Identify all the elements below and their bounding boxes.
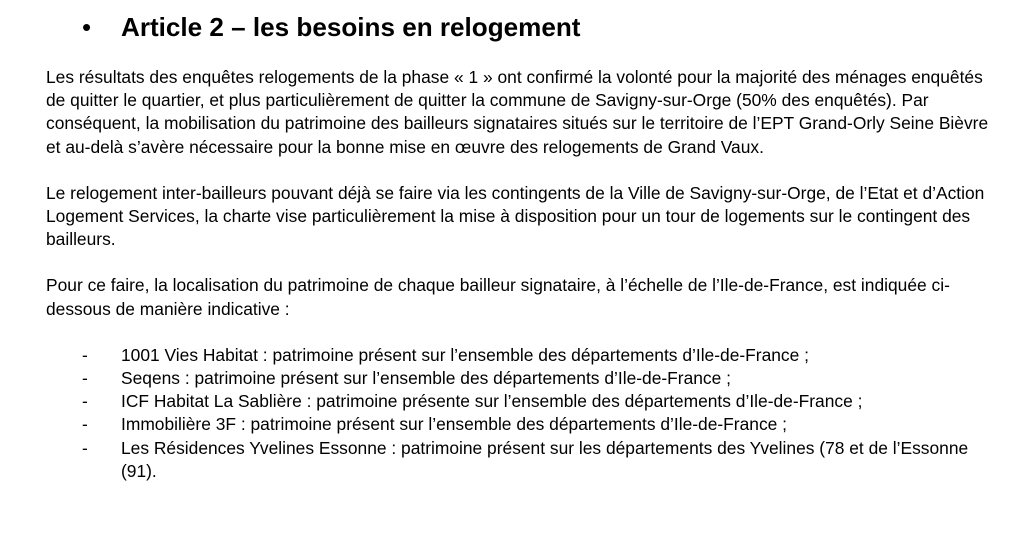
dash-marker: - [82, 437, 88, 458]
dash-marker: - [82, 391, 88, 412]
list-item [46, 390, 996, 413]
paragraph-landlord-location-intro: Pour ce faire, la localisation du patrimoine de chaque bailleur signataire, à l’échelle de l’Ile-de-France, est indiquée ci-dessous de manière indicative : [46, 275, 950, 319]
article-heading [46, 12, 996, 42]
dash-marker: - [82, 414, 88, 435]
landlord-list [46, 344, 996, 483]
list-item [46, 437, 996, 483]
list-item-text: Immobilière 3F : patrimoine présent sur l’ensemble des départements d’Ile-de-France ; [121, 414, 787, 435]
paragraph-inter-landlord-rehousing: Le relogement inter-bailleurs pouvant déjà se faire via les contingents de la Ville de Savigny-sur-Orge, de l’Etat et d’Action Logement Services, la charte vise particulièrement la mise à disposition pour un tour de logements sur le contingent des bailleurs. [46, 182, 985, 250]
list-item [46, 413, 996, 436]
list-item-text: 1001 Vies Habitat : patrimoine présent sur l’ensemble des départements d’Ile-de-France ; [121, 344, 809, 365]
list-item [46, 344, 996, 367]
document-page [46, 12, 996, 483]
list-item-text: ICF Habitat La Sablière : patrimoine présente sur l’ensemble des départements d’Ile-de-France ; [121, 391, 863, 412]
paragraph-survey-results: Les résultats des enquêtes relogements de la phase « 1 » ont confirmé la volonté pour la majorité des ménages enquêtés de quitter le quartier, et plus particulièrement de quitter la commune de Savigny-sur-Orge (50% des enquêtés). Par conséquent, la mobilisation du patrimoine des bailleurs signataires situés sur le territoire de l’EPT Grand-Orly Seine Bièvre et au-delà s’avère nécessaire pour la bonne mise en œuvre des relogements de Grand Vaux. [46, 67, 989, 157]
list-item-text: Les Résidences Yvelines Essonne : patrimoine présent sur les départements des Yvelines (78 et de l’Essonne (91). [121, 437, 969, 481]
list-item-text: Seqens : patrimoine présent sur l’ensemble des départements d’Ile-de-France ; [121, 368, 731, 389]
dash-marker: - [82, 344, 88, 365]
article-title: Article 2 – les besoins en relogement [121, 12, 581, 42]
dash-marker: - [82, 368, 88, 389]
bullet-icon: • [82, 12, 92, 42]
list-item [46, 367, 996, 390]
